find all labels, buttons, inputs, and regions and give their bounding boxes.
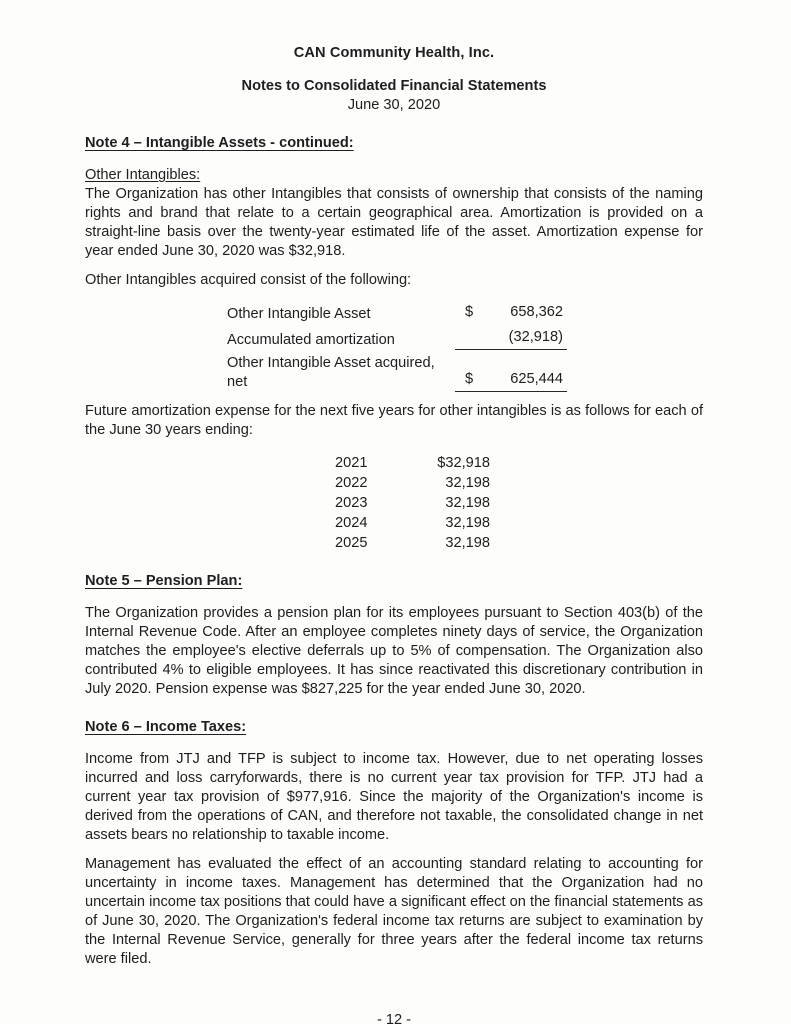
note4-paragraph-1: The Organization has other Intangibles that consists of ownership that consists of the naming rights and brand that relate to a certain geographical area. Amortization is provided on a straight-line basis over the twenty-year estimated life of the asset. Amortization expense for year ended June 30, 2020 was $32,918. xyxy=(85,186,703,259)
table-row xyxy=(227,328,703,350)
row-value: 658,362 xyxy=(510,304,563,320)
note4-paragraph-3: Future amortization expense for the next five years for other intangibles is as follows for each of the June 30 years ending: xyxy=(85,403,703,438)
row-amount-group xyxy=(455,370,567,392)
schedule-amount: 32,198 xyxy=(445,515,490,531)
company-name: CAN Community Health, Inc. xyxy=(293,45,495,61)
schedule-row xyxy=(335,513,703,533)
note5-paragraph: The Organization provides a pension plan for its employees pursuant to Section 403(b) of the Internal Revenue Code. After an employee completes ninety days of service, the Organization matches the employee's elective deferrals up to 5% of compensation. The Organization also contributed 4% to eligible employees. It has since reactivated this discretionary contribution in July 2020. Pension expense was $827,225 for the year ended June 30, 2020. xyxy=(85,605,703,697)
row-label: Other Intangible Asset xyxy=(227,306,371,322)
schedule-amount: 32,198 xyxy=(445,535,490,551)
document-title: Notes to Consolidated Financial Statements xyxy=(241,78,547,94)
page-number: - 12 - xyxy=(376,1012,412,1024)
note6-paragraph-1: Income from JTJ and TFP is subject to income tax. However, due to net operating losses incurred and loss carryforwards, there is no current year tax provision for TFP. JTJ had a current year tax provision of $977,916. Since the majority of the Organization's income is derived from the operations of CAN, and therefore not taxable, the consolidated change in net assets bears no relationship to taxable income. xyxy=(85,751,703,843)
note4-heading: Note 4 – Intangible Assets - continued: xyxy=(85,135,354,151)
row-value: (32,918) xyxy=(508,329,563,345)
schedule-amount: $32,918 xyxy=(437,455,490,471)
document-date: June 30, 2020 xyxy=(347,97,441,113)
schedule-row xyxy=(335,533,703,553)
schedule-row xyxy=(335,453,703,473)
row-label: Other Intangible Asset acquired, net xyxy=(227,355,435,390)
schedule-year: 2022 xyxy=(335,475,368,491)
currency-symbol: $ xyxy=(465,371,474,387)
table-row xyxy=(227,303,703,324)
row-value: 625,444 xyxy=(510,371,563,387)
schedule-amount: 32,198 xyxy=(445,475,490,491)
note6-heading: Note 6 – Income Taxes: xyxy=(85,719,247,735)
schedule-amount: 32,198 xyxy=(445,495,490,511)
document-header xyxy=(85,44,703,115)
row-amount-group xyxy=(455,303,567,324)
table-row xyxy=(227,354,703,392)
schedule-row xyxy=(335,473,703,493)
page-footer xyxy=(85,1011,703,1024)
intangibles-table xyxy=(227,303,703,392)
note5-heading: Note 5 – Pension Plan: xyxy=(85,573,243,589)
other-intangibles-label: Other Intangibles: xyxy=(85,167,201,183)
note6-paragraph-2: Management has evaluated the effect of an accounting standard relating to accounting for uncertainty in income taxes. Management has determined that the Organization had no uncertain income tax positions that could have a significant effect on the financial statements as of June 30, 2020. The Organization's federal income tax returns are subject to examination by the Internal Revenue Service, generally for three years after the federal income tax returns were filed. xyxy=(85,856,703,967)
row-label: Accumulated amortization xyxy=(227,332,395,348)
row-amount-group xyxy=(455,328,567,350)
schedule-year: 2024 xyxy=(335,515,368,531)
schedule-year: 2021 xyxy=(335,455,368,471)
amortization-schedule xyxy=(335,453,703,553)
note4-paragraph-2: Other Intangibles acquired consist of the following: xyxy=(85,272,412,288)
currency-symbol: $ xyxy=(465,304,474,320)
schedule-row xyxy=(335,493,703,513)
schedule-year: 2023 xyxy=(335,495,368,511)
schedule-year: 2025 xyxy=(335,535,368,551)
